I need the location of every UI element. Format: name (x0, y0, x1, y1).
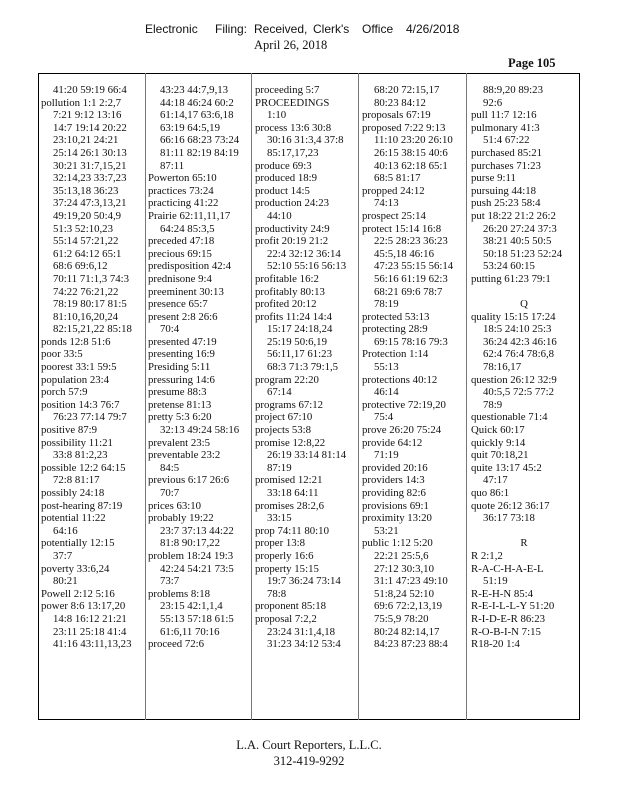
index-line: profited 20:12 (255, 298, 317, 311)
index-line: 11:10 23:20 26:10 (374, 134, 453, 147)
index-line: proposal 7:2,2 (255, 612, 317, 625)
index-line: 76:23 77:14 79:7 (53, 411, 127, 424)
index-line: quality 15:15 17:24 (471, 310, 556, 323)
index-line: Prairie 62:11,11,17 (148, 209, 231, 222)
index-line: presenting 16:9 (148, 348, 215, 361)
index-line: 32:14,23 33:7,23 (53, 172, 127, 185)
index-line: preventable 23:2 (148, 449, 221, 462)
index-line: population 23:4 (41, 373, 110, 386)
index-line: 70:11 71:1,3 74:3 (53, 272, 130, 285)
index-line: 30:21 31:7,15,21 (53, 159, 127, 172)
index-line: product 14:5 (255, 184, 310, 197)
index-line: produce 69:3 (255, 159, 312, 172)
index-line: profitable 16:2 (255, 272, 319, 285)
index-line: 51:8,24 52:10 (374, 587, 434, 600)
index-line: 92:6 (483, 96, 503, 109)
index-line: production 24:23 (255, 197, 330, 210)
index-line: put 18:22 21:2 26:2 (471, 209, 556, 222)
stamp-filing: Filing: (215, 22, 248, 36)
index-line: 84:5 (160, 461, 180, 474)
index-line: proposals 67:19 (362, 109, 431, 122)
index-line: 68:6 69:6,12 (53, 260, 108, 273)
index-line: 38:21 40:5 50:5 (483, 235, 552, 248)
index-line: Presiding 5:11 (148, 361, 211, 374)
index-line: problem 18:24 19:3 (148, 549, 234, 562)
index-line: possibly 24:18 (41, 487, 105, 499)
index-line: 78:16,17 (483, 361, 522, 374)
index-line: 23:24 31:1,4,18 (267, 625, 336, 638)
index-line: proceed 72:6 (148, 638, 205, 651)
index-line: R-O-B-I-N 7:15 (471, 625, 541, 638)
stamp-office: Office (362, 22, 394, 36)
index-line: 80:21 (53, 575, 78, 588)
index-line: ponds 12:8 51:6 (41, 335, 111, 348)
index-line: provisions 69:1 (362, 499, 429, 512)
index-line: potential 11:22 (41, 512, 106, 525)
index-line: pretense 81:13 (148, 398, 212, 411)
index-line: quite 13:17 45:2 (471, 461, 542, 474)
index-line: practices 73:24 (148, 184, 214, 197)
index-line: protecting 28:9 (362, 323, 428, 336)
index-line: 64:24 85:3,5 (160, 222, 215, 235)
index-line: properly 16:6 (255, 549, 314, 562)
index-line: predisposition 42:4 (148, 260, 232, 273)
index-line: 80:23 84:12 (374, 96, 426, 109)
index-line: proceeding 5:7 (255, 84, 320, 96)
index-line: R 2:1,2 (471, 549, 503, 562)
index-line: 78:9 (483, 398, 503, 411)
index-line: prospect 25:14 (362, 209, 426, 222)
index-line: 61:14,17 63:6,18 (160, 109, 234, 122)
index-line: 30:16 31:3,4 37:8 (267, 134, 344, 147)
index-line: putting 61:23 79:1 (471, 272, 551, 285)
index-line: protected 53:13 (362, 310, 430, 323)
index-line: purchases 71:23 (471, 159, 541, 172)
filing-date: April 26, 2018 (254, 38, 328, 52)
index-line: 55:13 (374, 361, 399, 374)
index-line: 23:10,21 24:21 (53, 134, 119, 147)
column-divider (358, 73, 359, 720)
index-line: provide 64:12 (362, 436, 423, 449)
index-line: preeminent 30:13 (148, 285, 224, 298)
index-line: 45:5,18 46:16 (374, 247, 434, 260)
index-line: pollution 1:1 2:2,7 (41, 96, 122, 109)
column-divider (251, 73, 252, 720)
index-line: poorest 33:1 59:5 (41, 361, 117, 374)
index-line: 26:20 27:24 37:3 (483, 222, 557, 235)
index-line: prevalent 23:5 (148, 436, 211, 449)
index-line: question 26:12 32:9 (471, 373, 557, 386)
index-line: 41:16 43:11,13,23 (53, 638, 132, 651)
index-line: 75:4 (374, 411, 394, 424)
index-line: produced 18:9 (255, 172, 318, 185)
index-line: proposed 7:22 9:13 (362, 121, 446, 134)
index-line: 32:13 49:24 58:16 (160, 424, 240, 437)
index-column (41, 84, 143, 651)
index-line: property 15:15 (255, 562, 319, 575)
index-line: propped 24:12 (362, 184, 425, 197)
index-line: 14:8 16:12 21:21 (53, 612, 127, 625)
index-line: 26:19 33:14 81:14 (267, 449, 347, 462)
index-line: 51:19 (483, 575, 508, 588)
index-line: protections 40:12 (362, 373, 438, 386)
index-line: 74:22 76:21,22 (53, 285, 119, 298)
index-line: 22:21 25:5,6 (374, 549, 429, 562)
index-line: 47:17 (483, 474, 508, 487)
index-line: 71:19 (374, 449, 399, 462)
section-letter: Q (520, 298, 528, 311)
index-line: 46:14 (374, 386, 399, 399)
index-line: 37:7 (53, 549, 73, 562)
index-line: quickly 9:14 (471, 436, 526, 449)
index-line: pull 11:7 12:16 (471, 109, 537, 122)
index-line: 66:16 68:23 73:24 (160, 134, 240, 147)
stamp-received: Received, (254, 22, 308, 36)
index-line: Quick 60:17 (471, 424, 525, 437)
index-line: profits 11:24 14:4 (255, 310, 332, 323)
index-line: quote 26:12 36:17 (471, 499, 550, 512)
index-line: Powerton 65:10 (148, 172, 217, 185)
index-line: proximity 13:20 (362, 512, 432, 525)
stamp-clerks: Clerk's (313, 22, 350, 36)
index-line: pulmonary 41:3 (471, 121, 540, 134)
index-line: productivity 24:9 (255, 222, 330, 235)
index-line: questionable 71:4 (471, 411, 548, 424)
index-line: 82:15,21,22 85:18 (53, 323, 132, 336)
index-line: public 1:12 5:20 (362, 537, 433, 550)
index-line: 31:1 47:23 49:10 (374, 575, 448, 588)
column-divider (466, 73, 467, 720)
stamp-electronic: Electronic (145, 22, 198, 36)
footer-phone: 312-419-9292 (273, 754, 345, 768)
index-line: preceded 47:18 (148, 235, 215, 248)
index-line: 40:13 62:18 65:1 (374, 159, 448, 172)
index-line: poor 33:5 (41, 348, 83, 361)
index-line: 74:13 (374, 197, 399, 210)
index-line: 70:7 (160, 487, 180, 499)
index-line: 25:19 50:6,19 (267, 335, 327, 348)
index-line: possible 12:2 64:15 (41, 461, 126, 474)
index-line: providers 14:3 (362, 474, 425, 487)
index-line: 68:3 71:3 79:1,5 (267, 361, 339, 374)
index-line: program 22:20 (255, 373, 319, 386)
index-line: 37:24 47:3,13,21 (53, 197, 127, 210)
index-line: project 67:10 (255, 411, 313, 424)
index-line: R18-20 1:4 (471, 638, 520, 651)
index-line: prices 63:10 (148, 499, 202, 512)
index-line: 84:23 87:23 88:4 (374, 638, 448, 651)
index-line: 75:5,9 78:20 (374, 612, 429, 625)
index-line: poverty 33:6,24 (41, 562, 110, 575)
index-line: PROCEEDINGS (255, 96, 330, 109)
index-line: protective 72:19,20 (362, 398, 446, 411)
index-line: probably 19:22 (148, 512, 214, 525)
index-line: 40:5,5 72:5 77:2 (483, 386, 555, 399)
index-line: R-I-D-E-R 86:23 (471, 612, 546, 625)
index-line: prednisone 9:4 (148, 272, 212, 285)
index-line: presented 47:19 (148, 335, 217, 348)
index-line: position 14:3 76:7 (41, 398, 120, 411)
stamp-date: 4/26/2018 (406, 22, 460, 36)
index-line: 51:4 67:22 (483, 134, 530, 147)
index-line: Protection 1:14 (362, 348, 429, 361)
footer-company: L.A. Court Reporters, L.L.C. (236, 738, 382, 752)
index-line: proponent 85:18 (255, 600, 327, 613)
index-line: potentially 12:15 (41, 537, 115, 550)
index-line: purse 9:11 (471, 172, 516, 185)
index-line: 33:8 81:2,23 (53, 449, 108, 462)
index-line: 55:13 57:18 61:5 (160, 612, 234, 625)
index-line: 22:4 32:12 36:14 (267, 247, 341, 260)
index-line: 64:16 (53, 524, 78, 537)
index-line: pursuing 44:18 (471, 184, 537, 197)
index-line: 26:15 38:15 40:6 (374, 146, 448, 159)
index-line: 22:5 28:23 36:23 (374, 235, 448, 248)
index-line: 25:14 26:1 30:13 (53, 146, 127, 159)
index-line: 50:18 51:23 52:24 (483, 247, 563, 260)
index-line: 15:17 24:18,24 (267, 323, 333, 336)
index-line: profit 20:19 21:2 (255, 235, 329, 248)
index-line: previous 6:17 26:6 (148, 474, 229, 487)
index-line: profitably 80:13 (255, 285, 325, 298)
index-line: 78:19 80:17 81:5 (53, 298, 127, 311)
index-column (255, 84, 356, 651)
index-line: 56:16 61:19 62:3 (374, 272, 448, 285)
index-line: protect 15:14 16:8 (362, 222, 442, 235)
index-line: 41:20 59:19 66:4 (53, 84, 127, 96)
index-line: R-A-C-H-A-E-L (471, 562, 544, 575)
index-line: providing 82:6 (362, 487, 426, 499)
column-divider (145, 73, 146, 720)
index-line: 69:6 72:2,13,19 (374, 600, 443, 613)
index-line: presume 88:3 (148, 386, 207, 399)
index-line: 67:14 (267, 386, 292, 399)
index-line: 68:5 81:17 (374, 172, 421, 185)
index-line: 44:10 (267, 209, 292, 222)
index-line: programs 67:12 (255, 398, 324, 411)
index-line: prop 74:11 80:10 (255, 524, 329, 537)
index-line: 68:20 72:15,17 (374, 84, 440, 96)
index-line: provided 20:16 (362, 461, 428, 474)
index-line: promises 28:2,6 (255, 499, 324, 512)
index-line: 80:24 82:14,17 (374, 625, 440, 638)
index-line: promise 12:8,22 (255, 436, 326, 449)
index-line: pretty 5:3 6:20 (148, 411, 212, 424)
index-line: 47:23 55:15 56:14 (374, 260, 454, 273)
index-line: 53:24 60:15 (483, 260, 535, 273)
index-line: 36:24 42:3 46:16 (483, 335, 557, 348)
index-line: purchased 85:21 (471, 146, 543, 159)
index-line: 81:8 90:17,22 (160, 537, 220, 550)
index-line: 23:7 37:13 44:22 (160, 524, 234, 537)
index-line: quo 86:1 (471, 487, 510, 499)
index-column (148, 84, 249, 651)
index-line: Powell 2:12 5:16 (41, 587, 115, 600)
index-line: 88:9,20 89:23 (483, 84, 543, 96)
index-line: 23:15 42:1,1,4 (160, 600, 223, 613)
index-line: 7:21 9:12 13:16 (53, 109, 122, 122)
index-line: 31:23 34:12 53:4 (267, 638, 341, 651)
index-line: 78:19 (374, 298, 399, 311)
index-line: 53:21 (374, 524, 399, 537)
index-line (471, 525, 577, 538)
index-line: 49:19,20 50:4,9 (53, 209, 122, 222)
index-line: 87:11 (160, 159, 185, 172)
index-line: R-E-H-N 85:4 (471, 587, 534, 600)
index-line: post-hearing 87:19 (41, 499, 123, 512)
index-line: 42:24 54:21 73:5 (160, 562, 234, 575)
index-line: 1:10 (267, 109, 287, 122)
index-line: 14:7 19:14 20:22 (53, 121, 127, 134)
index-line: presence 65:7 (148, 298, 208, 311)
index-column (471, 84, 577, 651)
index-line: 63:19 64:5,19 (160, 121, 220, 134)
page-number: Page 105 (508, 56, 556, 70)
index-line: 27:12 30:3,10 (374, 562, 434, 575)
index-line: 44:18 46:24 60:2 (160, 96, 234, 109)
index-line: pressuring 14:6 (148, 373, 215, 386)
index-line: 43:23 44:7,9,13 (160, 84, 229, 96)
index-line: present 2:8 26:6 (148, 310, 218, 323)
index-line: precious 69:15 (148, 247, 212, 260)
index-line: 69:15 78:16 79:3 (374, 335, 448, 348)
index-line: porch 57:9 (41, 386, 88, 399)
index-line: problems 8:18 (148, 587, 211, 600)
index-line: power 8:6 13:17,20 (41, 600, 126, 613)
index-line: 61:6,11 70:16 (160, 625, 220, 638)
index-line: practicing 41:22 (148, 197, 219, 210)
index-line: R-E-I-L-L-Y 51:20 (471, 600, 555, 613)
section-letter: R (520, 537, 528, 550)
index-line: push 25:23 58:4 (471, 197, 541, 210)
index-line: proper 13:8 (255, 537, 306, 550)
index-line: 19:7 36:24 73:14 (267, 575, 341, 588)
index-column (362, 84, 464, 651)
index-line: 23:11 25:18 41:4 (53, 625, 127, 638)
index-line (471, 286, 577, 299)
index-line: 36:17 73:18 (483, 512, 535, 525)
index-line: prove 26:20 75:24 (362, 424, 442, 437)
index-line: 70:4 (160, 323, 180, 336)
index-line: promised 12:21 (255, 474, 323, 487)
index-line: 68:21 69:6 78:7 (374, 285, 443, 298)
index-line: 62:4 76:4 78:6,8 (483, 348, 555, 361)
index-line: 56:11,17 61:23 (267, 348, 332, 361)
index-line: 33:15 (267, 512, 292, 525)
index-line: 73:7 (160, 575, 180, 588)
index-line: process 13:6 30:8 (255, 121, 332, 134)
index-line: 81:11 82:19 84:19 (160, 146, 239, 159)
index-line: 51:3 52:10,23 (53, 222, 113, 235)
index-line: 61:2 64:12 65:1 (53, 247, 122, 260)
index-line: quit 70:18,21 (471, 449, 529, 462)
index-line: 85:17,17,23 (267, 146, 319, 159)
index-line: 52:10 55:16 56:13 (267, 260, 347, 273)
index-line: 87:19 (267, 461, 292, 474)
index-line: possibility 11:21 (41, 436, 113, 449)
index-line: projects 53:8 (255, 424, 312, 437)
index-line: 33:18 64:11 (267, 487, 319, 499)
index-line: 72:8 81:17 (53, 474, 100, 487)
index-line: 35:13,18 36:23 (53, 184, 119, 197)
index-line: 18:5 24:10 25:3 (483, 323, 552, 336)
index-line: 78:8 (267, 587, 287, 600)
index-line: positive 87:9 (41, 424, 98, 437)
index-line: 81:10,16,20,24 (53, 310, 119, 323)
index-line: 55:14 57:21,22 (53, 235, 119, 248)
